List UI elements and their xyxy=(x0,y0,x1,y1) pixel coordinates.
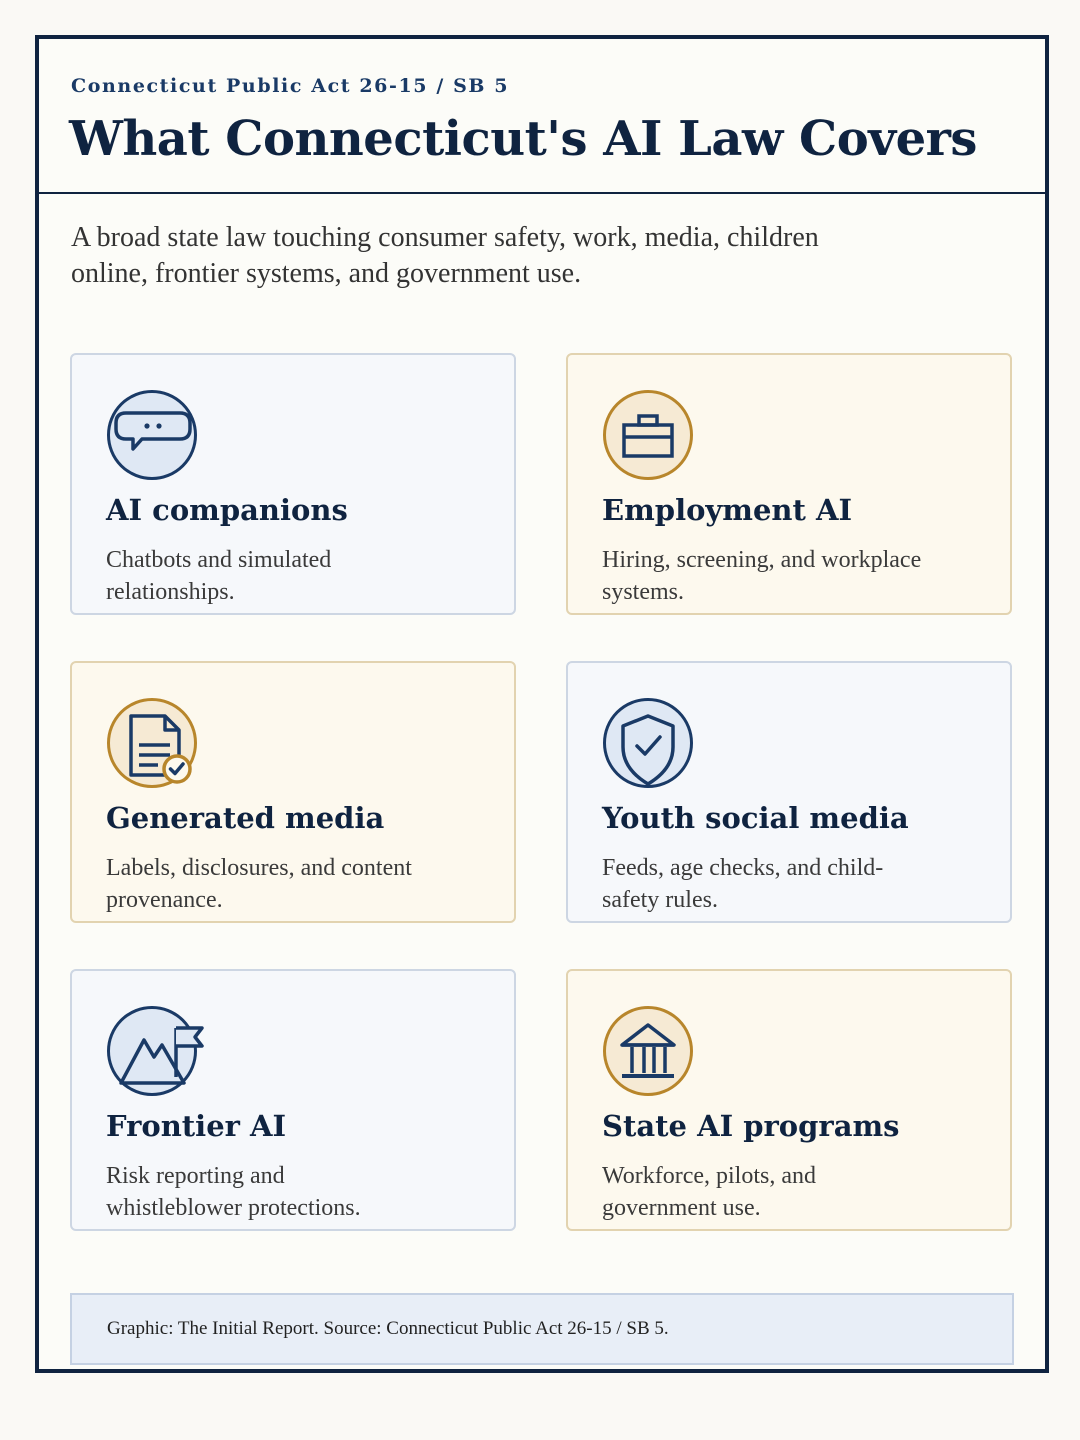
card-employment-ai xyxy=(566,353,1012,615)
card-generated-media xyxy=(70,661,516,923)
card-description: Chatbots and simulated relationships. xyxy=(106,547,332,605)
card-description: Workforce, pilots, and government use. xyxy=(602,1163,817,1221)
infographic-frame xyxy=(35,35,1049,1373)
card-title: State AI programs xyxy=(602,1109,900,1143)
card-title: Youth social media xyxy=(602,801,909,835)
mountain-flag-icon xyxy=(106,1005,198,1097)
card-description: Risk reporting and whistleblower protections. xyxy=(106,1163,361,1221)
card-youth-social-media xyxy=(566,661,1012,923)
card-title: AI companions xyxy=(106,493,348,527)
source-credit-box xyxy=(70,1293,1014,1365)
source-credit: Graphic: The Initial Report. Source: Connecticut Public Act 26-15 / SB 5. xyxy=(107,1318,669,1339)
briefcase-icon xyxy=(602,389,694,481)
card-state-ai-programs xyxy=(566,969,1012,1231)
card-title: Generated media xyxy=(106,801,385,835)
card-title: Employment AI xyxy=(602,493,853,527)
chat-bubble-icon xyxy=(106,389,198,481)
document-check-icon xyxy=(106,697,198,789)
card-ai-companions xyxy=(70,353,516,615)
card-frontier-ai xyxy=(70,969,516,1231)
intro-text: A broad state law touching consumer safety, work, media, children online, frontier systems, and government use. xyxy=(71,222,819,289)
card-description: Labels, disclosures, and content provenance. xyxy=(106,855,412,913)
shield-check-icon xyxy=(602,697,694,789)
government-building-icon xyxy=(602,1005,694,1097)
card-description: Feeds, age checks, and child-safety rules. xyxy=(602,855,884,913)
card-title: Frontier AI xyxy=(106,1109,287,1143)
page-title: What Connecticut's AI Law Covers xyxy=(69,111,977,167)
eyebrow-label: Connecticut Public Act 26-15 / SB 5 xyxy=(71,75,510,97)
card-description: Hiring, screening, and workplace systems. xyxy=(602,547,922,605)
header xyxy=(39,39,1045,194)
